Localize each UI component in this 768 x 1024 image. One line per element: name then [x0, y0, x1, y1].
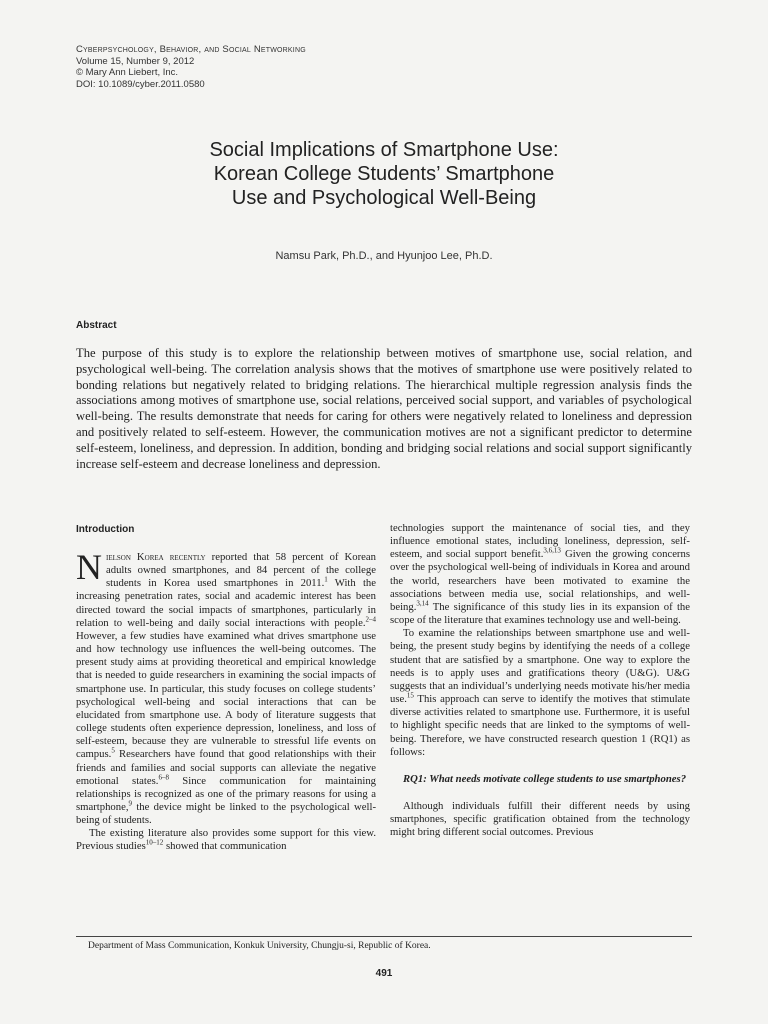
title-line-2: Korean College Students’ Smartphone [213, 163, 555, 185]
text-run: However, a few studies have examined what drives smartphone use and how technology use influences the well-being outcomes. The present study aims at providing theoretical and empirical knowledge that is needed to guide researchers in examining the social impacts of smartphone use. In particular, this study focuses on college students’ psychological well-being and social interactions that can be elucidated from smartphone use. A body of literature suggests that college students often experience depression, loneliness, and loss of self-esteem, because they are vulnerable to stressful life events on campus. [76, 629, 376, 761]
author-affiliation: Department of Mass Communication, Konkuk University, Chungju-si, Republic of Korea. [88, 941, 431, 951]
journal-doi: DOI: 10.1089/cyber.2011.0580 [76, 78, 205, 90]
citation: 3,6,13 [543, 546, 561, 555]
text-run: the device might be linked to the psychological well-being of students. [76, 800, 376, 827]
intro-paragraph-2-start [76, 827, 376, 853]
journal-name: Cyberpsychology, Behavior, and Social Networking [76, 44, 306, 55]
right-column [390, 522, 690, 839]
abstract-text: The purpose of this study is to explore the relationship between motives of smartphone use, social relation, and psychological well-being. The correlation analysis shows that the motives of smartphone use were positively related to bonding relations but negatively related to bridging relations. The hierarchical multiple regression analysis finds the associations among motives of smartphone use, social relations, perceived social support, and variables of psychological well-being. The results demonstrate that needs for caring for others were negatively related to loneliness and depression and positively related to self-esteem. However, the communication motives are not a significant predictor to determine self-esteem, loneliness, and depression. In addition, bonding and bridging social relations and social support significantly increase self-esteem and decrease loneliness and depression. [76, 346, 692, 471]
title-line-3: Use and Psychological Well-Being [231, 187, 537, 209]
journal-header [76, 44, 306, 90]
citation: 6–8 [158, 773, 169, 782]
lead-small-caps: ielson Korea recently [106, 551, 206, 563]
left-column [76, 522, 376, 854]
title-line-1: Social Implications of Smartphone Use: [209, 139, 559, 161]
citation: 2–4 [365, 615, 376, 624]
text-run: technologies support the maintenance of social ties, and they influence emotional states, including loneliness, depression, self-esteem, and social support benefit. [390, 522, 690, 561]
text-run: Given the growing concerns over the psychological well-being of individuals in Korea and around the world, researchers have been motivated to examine the associations between media use, social relationships, and well-being. [390, 548, 690, 613]
abstract-heading: Abstract [76, 320, 117, 331]
intro-paragraph-2-cont [390, 522, 690, 627]
journal-copyright: © Mary Ann Liebert, Inc. [76, 67, 179, 78]
intro-paragraph-1 [76, 547, 377, 827]
text-run: reported that 58 percent of Korean adults owned smartphones, and 84 percent of the college students in Korea used smartphones in 2011. [106, 551, 376, 590]
page-number: 491 [375, 968, 393, 979]
introduction-heading: Introduction [76, 524, 135, 535]
footnote-divider [76, 936, 692, 937]
authors: Namsu Park, Ph.D., and Hyunjoo Lee, Ph.D. [275, 250, 493, 262]
citation: 10–12 [145, 838, 164, 847]
text-run: This approach can serve to identify the motives that stimulate diverse activities related to smartphone use. Furthermore, it is useful to highlight specific needs that are linked to the symptoms of well-being. Therefore, we have constructed research question 1 (RQ1) as follows: [390, 693, 690, 758]
text-run: The significance of this study lies in its expansion of the scope of the literature that examines technology use and well-being. [390, 600, 690, 627]
citation: 15 [406, 691, 414, 700]
citation: 9 [128, 799, 133, 808]
text-run: The existing literature also provides some support for this view. Previous studies [76, 827, 376, 853]
text-run: With the increasing penetration rates, social and academic interest has been directed toward the social impacts of smartphones, particularly in relation to well-being and daily social interactions with people. [76, 577, 377, 629]
drop-cap: N [76, 547, 102, 587]
citation: 5 [111, 746, 115, 755]
text-run: showed that communication [163, 840, 287, 853]
text-run: To examine the relationships between smartphone use and well-being, the present study begins by identifying the needs of a college student that are satisfied by a smartphone. One way to explore the needs is to apply uses and gratifications theory (U&G). U&G suggests that an individual’s underlying needs motivate his/her media use. [390, 627, 690, 706]
text-run: Researchers have found that good relationships with their friends and families and social supports can alleviate the negative emotional states. [76, 748, 376, 787]
citation: 1 [324, 575, 328, 584]
intro-paragraph-3 [390, 627, 690, 759]
text-run: Since communication for maintaining relationships is recognized as one of the primary reasons for using a smartphone, [76, 774, 377, 813]
citation: 3,14 [416, 599, 429, 608]
journal-volume: Volume 15, Number 9, 2012 [76, 55, 195, 67]
paper-title [76, 138, 692, 210]
research-question-1: RQ1: What needs motivate college students to use smartphones? [403, 772, 687, 785]
intro-paragraph-4: Although individuals fulfill their different needs by using smartphones, specific gratification obtained from the technology might bring different social outcomes. Previous [390, 799, 690, 839]
